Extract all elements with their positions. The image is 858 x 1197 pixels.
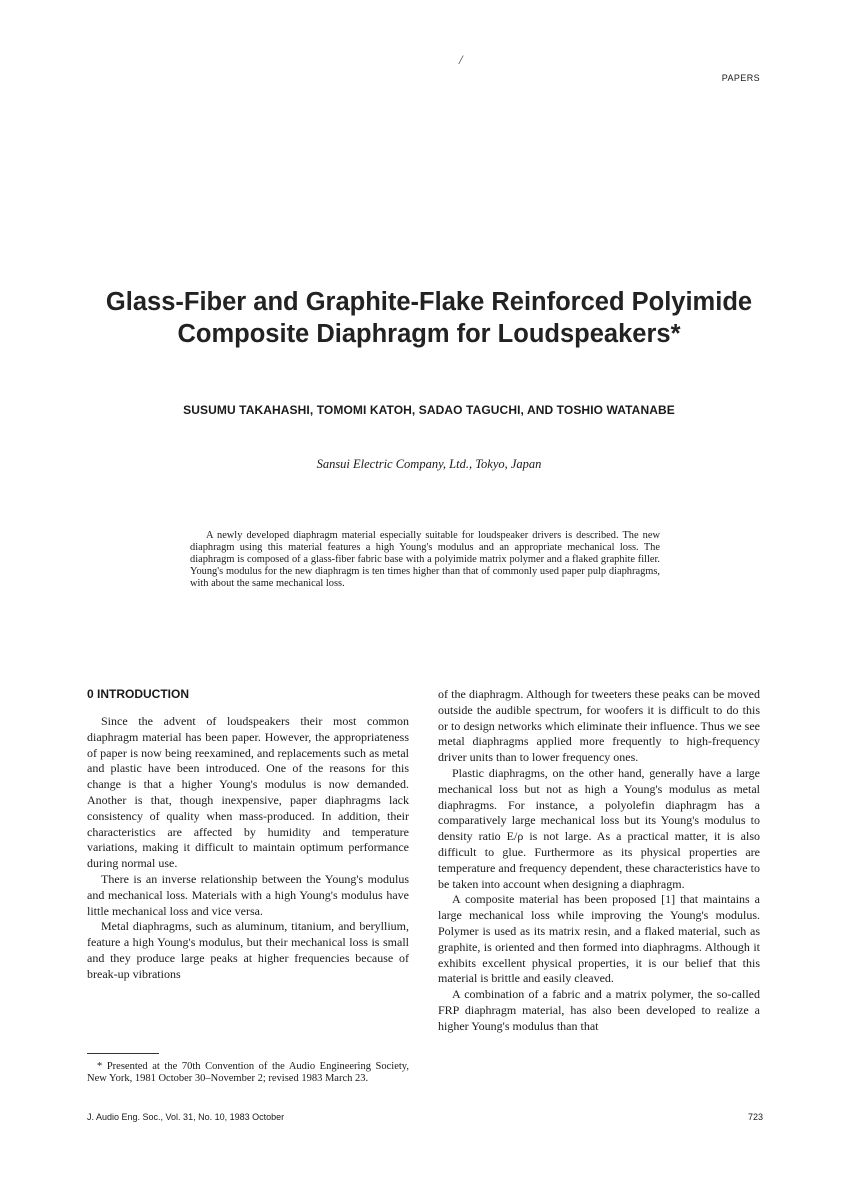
body-paragraph: Since the advent of loudspeakers their most common diaphragm material has been paper. However, the appropriateness of paper is now being reexamined, and replacements such as metal and plastic have been introduced. One of the reasons for this change is that a higher Young's modulus is now demanded. Another is that, though inexpensive, paper diaphragms lack consistency of quality when mass-produced. In addition, their characteristics are affected by humidity and temperature variations, making it difficult to maintain optimum performance during normal use.	[87, 714, 409, 871]
footnote: * Presented at the 70th Convention of the Audio Engineering Society, New York, 1981 October 30–November 2; revised 1983 March 23.	[87, 1061, 409, 1084]
page-mark: /	[459, 52, 463, 67]
abstract-text: A newly developed diaphragm material especially suitable for loudspeaker drivers is described. The new diaphragm using this material features a high Young's modulus and an appropriate mechanical loss. The diaphragm is composed of a glass-fiber fabric base with a polyimide matrix polymer and a flaked graphite filler. Young's modulus for the new diaphragm is ten times higher than that of commonly used paper pulp diaphragms, with about the same mechanical loss.	[190, 530, 660, 590]
body-paragraph-continued: of the diaphragm. Although for tweeters these peaks can be moved outside the audible spectrum, for woofers it is difficult to do this or to design networks which eliminate their influence. Thus we see metal diaphragms applied more frequently to high-frequency driver units than to lower frequency ones.	[438, 687, 760, 765]
title-line-1: Glass-Fiber and Graphite-Flake Reinforced Polyimide	[105, 288, 753, 316]
abstract	[190, 530, 660, 590]
section-label: PAPERS	[721, 73, 760, 83]
paper-title	[60, 286, 798, 350]
author-list: SUSUMU TAKAHASHI, TOMOMI KATOH, SADAO TAGUCHI, AND TOSHIO WATANABE	[183, 403, 675, 417]
body-paragraph: Plastic diaphragms, on the other hand, generally have a large mechanical loss but not as high a Young's modulus as metal diaphragms. For instance, a polyolefin diaphragm has a comparatively large mechanical loss but its Young's modulus to density ratio E/ρ is not large. As a practical matter, it is also difficult to glue. Furthermore as its physical properties are temperature and frequency dependent, these characteristics have to be taken into account when designing a diaphragm.	[438, 765, 760, 891]
left-column	[87, 687, 409, 983]
page-number: 723	[747, 1112, 763, 1122]
body-paragraph: A composite material has been proposed [1] that maintains a large mechanical loss while improving the Young's modulus. Polymer is used as its matrix resin, and a flaked material, such as graphite, is oriented and then formed into diaphragms. Although it exhibits excellent physical properties, it is our belief that this material is brittle and easily cleaved.	[438, 892, 760, 986]
journal-citation: J. Audio Eng. Soc., Vol. 31, No. 10, 1983 October	[87, 1112, 285, 1122]
affiliation: Sansui Electric Company, Ltd., Tokyo, Japan	[316, 457, 542, 471]
section-heading: 0 INTRODUCTION	[87, 687, 189, 701]
body-paragraph: There is an inverse relationship between the Young's modulus and mechanical loss. Materials with a high Young's modulus have little mechanical loss and vice versa.	[87, 871, 409, 918]
right-column	[438, 687, 760, 1035]
body-paragraph: A combination of a fabric and a matrix polymer, the so-called FRP diaphragm material, has also been developed to realize a higher Young's modulus than that	[438, 987, 760, 1033]
title-line-2: Composite Diaphragm for Loudspeakers*	[177, 320, 681, 348]
body-paragraph: Metal diaphragms, such as aluminum, titanium, and beryllium, feature a high Young's modulus, but their mechanical loss is small and they produce large peaks at higher frequencies because of break-up vibrations	[87, 919, 409, 981]
footnote-divider	[87, 1053, 159, 1054]
